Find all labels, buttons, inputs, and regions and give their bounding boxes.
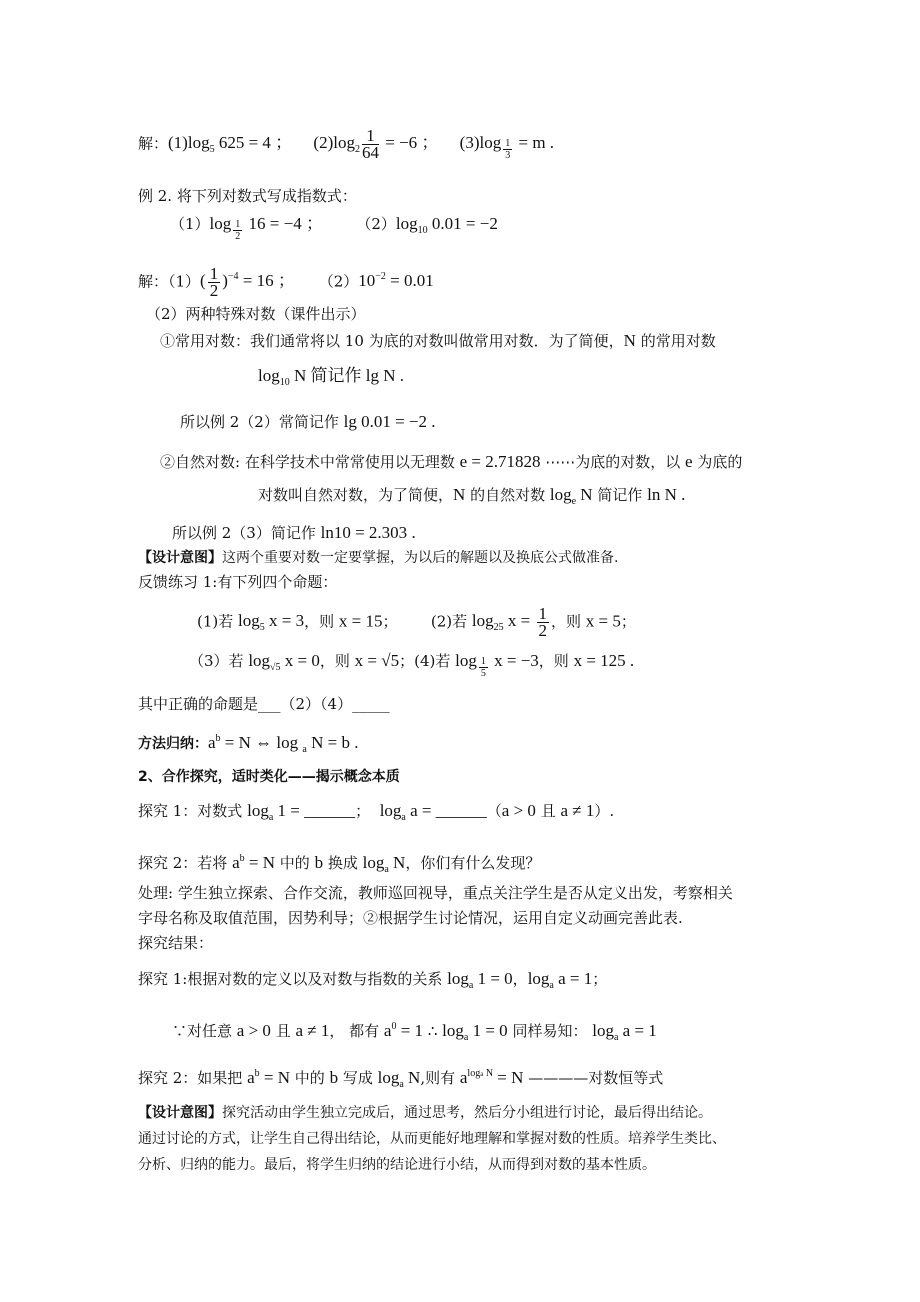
text: （3）若 bbox=[189, 652, 249, 670]
text: N bbox=[388, 853, 406, 872]
text: x = −3 bbox=[489, 651, 539, 670]
text: 对数叫自然对数，为了简便， bbox=[258, 486, 454, 504]
text: a bbox=[468, 980, 474, 991]
text: b bbox=[215, 733, 221, 744]
fraction: $\frac{1}{2}$ bbox=[538, 604, 547, 640]
text: ，则 bbox=[319, 652, 355, 670]
text: ，你们有什么发现？ bbox=[405, 854, 541, 872]
text: （2） bbox=[356, 215, 396, 233]
exercise-1-title: 反馈练习 1:有下列四个命题： bbox=[138, 573, 338, 591]
text: log bbox=[248, 651, 271, 670]
text: ln10 = 2.303 bbox=[320, 523, 408, 542]
explore-1-proof bbox=[172, 1016, 657, 1049]
text: log bbox=[209, 214, 232, 233]
text: log bbox=[238, 611, 260, 631]
text: 5 bbox=[259, 622, 265, 634]
text: N bbox=[483, 1068, 494, 1079]
explore-1-result bbox=[138, 968, 607, 997]
text: = 1 bbox=[396, 1021, 424, 1040]
text: 同样易知： bbox=[507, 1022, 593, 1040]
text: log bbox=[333, 133, 355, 153]
text: a bbox=[613, 1032, 619, 1043]
text: log bbox=[377, 1068, 400, 1087]
text: ，则 bbox=[304, 612, 339, 631]
text: a bbox=[268, 812, 274, 823]
example-2-solution bbox=[138, 266, 434, 299]
text: 625 = 4 ； bbox=[214, 133, 293, 153]
text: = −6 ； bbox=[380, 133, 439, 153]
text: 10 bbox=[279, 377, 290, 388]
text: √5 bbox=[270, 662, 281, 673]
text: 0 bbox=[391, 1021, 397, 1032]
text: 探究 1:根据对数的定义以及对数与指数的关系 bbox=[138, 970, 448, 988]
text: x = 125 bbox=[573, 651, 626, 670]
answer-blank: ___（2）（4）_____ bbox=[258, 695, 390, 713]
text: b bbox=[314, 853, 324, 872]
text: 方法归纳： bbox=[138, 736, 208, 752]
text: . bbox=[625, 651, 635, 670]
text: ；(4)若 bbox=[399, 652, 456, 670]
text: ⋯⋯为底的对数，以 bbox=[540, 453, 686, 471]
text: = N ⇔ log bbox=[220, 733, 303, 752]
text: （ bbox=[486, 802, 502, 820]
text: ，则 bbox=[551, 612, 586, 631]
text: log bbox=[247, 801, 269, 820]
text: 10 bbox=[358, 271, 376, 291]
text: 这两个重要对数一定要掌握，为以后的解题以及换底公式做准备. bbox=[222, 550, 619, 566]
text: a bbox=[480, 1070, 484, 1078]
text: x = 15 bbox=[338, 611, 383, 631]
text: ( bbox=[200, 271, 206, 291]
text: 5 bbox=[209, 144, 215, 156]
text: 探究活动由学生独立完成后，通过思考，然后分小组进行讨论，最后得出结论。 bbox=[222, 1105, 712, 1121]
text: 探究 1：对数式 bbox=[138, 802, 248, 820]
text: log bbox=[471, 611, 494, 631]
text: ∴ bbox=[423, 1022, 443, 1040]
text: 1 = 0 bbox=[473, 969, 513, 988]
text: N bbox=[403, 1068, 421, 1087]
text: = m . bbox=[514, 133, 555, 153]
text: ln N bbox=[647, 485, 677, 504]
text: ； bbox=[355, 802, 371, 820]
fraction: $\frac{1}{3}$ bbox=[505, 138, 511, 162]
text: log bbox=[455, 651, 477, 670]
text: ,则有 bbox=[420, 1069, 460, 1087]
text: a = ______ bbox=[405, 801, 487, 820]
solution-line-1 bbox=[138, 128, 554, 161]
text: 且 bbox=[270, 1022, 296, 1040]
common-log-example bbox=[180, 411, 436, 433]
text: a bbox=[383, 1021, 392, 1040]
fraction: $\frac{1}{2}$ bbox=[235, 219, 241, 242]
text: N 简记作 lg N . bbox=[289, 366, 405, 385]
text: (3) bbox=[459, 133, 480, 153]
text: ∵对任意 bbox=[172, 1022, 237, 1040]
text: . bbox=[407, 523, 416, 542]
text: −2 bbox=[375, 271, 386, 283]
text: ，则 bbox=[538, 652, 574, 670]
text: 简记作 bbox=[592, 486, 648, 504]
special-logs-heading: （2）两种特殊对数（课件出示） bbox=[146, 305, 366, 323]
text: = 16 ； bbox=[238, 271, 295, 291]
design-intent-2-line-2: 通过讨论的方式，让学生自己得出结论，从而更能好地理解和掌握对数的性质。培养学生类比、 bbox=[138, 1131, 726, 1147]
text: 16 = −4 ； bbox=[244, 214, 323, 233]
text: 探究 2：若将 bbox=[138, 854, 233, 872]
text: = N bbox=[259, 1068, 291, 1087]
text: a bbox=[463, 1032, 469, 1043]
natural-log-notation bbox=[258, 484, 685, 513]
text: . bbox=[676, 485, 686, 504]
text: x = bbox=[503, 611, 535, 631]
explore-2-result bbox=[138, 1063, 663, 1096]
text: N = b . bbox=[306, 733, 359, 752]
text: x = √5 bbox=[354, 651, 400, 670]
processing-line-1: 处理: 学生独立探索、合作交流，教师巡回视导，重点关注学生是否从定义出发，考察相关 bbox=[138, 884, 733, 902]
text: −4 bbox=[227, 271, 239, 283]
text: （2） bbox=[318, 272, 359, 291]
text: 解：（1） bbox=[138, 272, 201, 291]
text: = N bbox=[244, 853, 276, 872]
text: ； bbox=[592, 970, 608, 988]
natural-log-example bbox=[172, 522, 416, 544]
text: x = 0 bbox=[280, 651, 320, 670]
text: log bbox=[258, 366, 280, 385]
text: lg 0.01 = −2 bbox=[343, 412, 428, 431]
text: 且 bbox=[535, 802, 561, 820]
text: a > 0 bbox=[501, 801, 536, 820]
explore-2-question bbox=[138, 848, 540, 881]
text: ①常用对数：我们通常将以 10 为底的对数叫做常用对数．为了简便， bbox=[160, 332, 624, 350]
text: 1 = ______ bbox=[273, 801, 356, 820]
text: log bbox=[362, 853, 385, 872]
text: 所以例 2（2）常简记作 bbox=[180, 413, 344, 431]
text: 解： bbox=[138, 134, 169, 153]
text: 的自然对数 bbox=[465, 486, 550, 504]
exercise-1-props-1-2 bbox=[197, 606, 636, 639]
text: 1 = 0 bbox=[468, 1021, 508, 1040]
text: (2) bbox=[313, 133, 334, 153]
text: log bbox=[379, 801, 402, 820]
text: 中的 bbox=[275, 854, 315, 872]
text: b bbox=[254, 1068, 260, 1079]
common-log-def bbox=[160, 330, 716, 352]
text: a bbox=[401, 812, 406, 823]
text: a ≠ 1 bbox=[295, 1021, 330, 1040]
text: a bbox=[232, 853, 240, 872]
design-intent-2 bbox=[138, 1102, 712, 1124]
fraction: $\frac{1}{2}$ bbox=[209, 264, 219, 300]
text: 【设计意图】 bbox=[138, 1105, 222, 1121]
explore-results-title: 探究结果： bbox=[138, 934, 214, 952]
text: log bbox=[447, 969, 469, 988]
text: 2 bbox=[354, 144, 360, 156]
common-log-notation bbox=[258, 365, 404, 394]
example-2-title: 例 2. 将下列对数式写成指数式： bbox=[138, 187, 357, 205]
text: 写成 bbox=[338, 1069, 378, 1087]
text: N bbox=[453, 485, 466, 504]
text: a bbox=[247, 1068, 255, 1087]
section-2-heading: 2、合作探究，适时类化——揭示概念本质 bbox=[138, 769, 400, 785]
text: (1) bbox=[168, 133, 188, 153]
text: e bbox=[685, 452, 693, 471]
text: a bbox=[208, 733, 216, 752]
text: b bbox=[329, 1068, 339, 1087]
text: log bbox=[549, 485, 572, 504]
text: N bbox=[576, 485, 593, 504]
text: 10 bbox=[417, 225, 428, 236]
text: 【设计意图】 bbox=[138, 550, 222, 566]
text: 的常用对数 bbox=[635, 332, 716, 350]
text: log bbox=[527, 969, 550, 988]
text: 中的 bbox=[290, 1069, 330, 1087]
text: (1)若 bbox=[197, 612, 239, 631]
text: e bbox=[571, 496, 577, 507]
text: b bbox=[239, 853, 245, 864]
example-2-problems bbox=[170, 213, 498, 242]
text: a = 1 bbox=[553, 969, 593, 988]
text: a ≠ 1 bbox=[560, 801, 595, 820]
text: = N bbox=[493, 1068, 524, 1087]
design-intent-2-line-3: 分析、归纳的能力。最后，将学生归纳的结论进行小结，从而得到对数的基本性质。 bbox=[138, 1157, 656, 1173]
fraction: $\frac{1}{5}$ bbox=[480, 656, 486, 679]
text: log bbox=[442, 1021, 464, 1040]
text: a > 0 bbox=[236, 1021, 271, 1040]
text: ②自然对数: 在科学技术中常常使用以无理数 bbox=[160, 453, 460, 471]
exercise-1-answer bbox=[138, 693, 390, 715]
text: a bbox=[384, 864, 389, 875]
design-intent-1 bbox=[138, 547, 618, 569]
method-summary bbox=[138, 728, 358, 761]
text: log bbox=[592, 1021, 614, 1040]
text: 探究 2：如果把 bbox=[138, 1069, 248, 1087]
text: x = 5 bbox=[585, 611, 621, 631]
text: e = 2.71828 bbox=[459, 452, 541, 471]
text: ， 都有 bbox=[329, 1022, 384, 1040]
natural-log-def bbox=[160, 451, 742, 473]
text: ； bbox=[620, 612, 636, 631]
explore-1-question bbox=[138, 800, 614, 829]
text: . bbox=[427, 412, 436, 431]
text: a bbox=[302, 744, 307, 755]
text: = 0.01 bbox=[385, 271, 434, 291]
processing-line-2: 字母名称及取值范围，因势利导；②根据学生讨论情况，运用自定义动画完善此表. bbox=[138, 909, 683, 927]
text: N bbox=[623, 331, 636, 350]
text: (2)若 bbox=[430, 612, 472, 631]
text: log bbox=[395, 214, 418, 233]
text: ) bbox=[222, 271, 228, 291]
text: a bbox=[549, 980, 554, 991]
text: 25 bbox=[493, 622, 504, 634]
text: ， bbox=[512, 970, 528, 988]
text: x = 3 bbox=[264, 611, 305, 631]
text: a bbox=[399, 1079, 404, 1090]
text: log bbox=[479, 133, 502, 153]
text: （1） bbox=[170, 215, 210, 233]
exercise-1-props-3-4 bbox=[189, 650, 634, 679]
text: log bbox=[467, 1068, 481, 1079]
text: a = 1 bbox=[618, 1021, 657, 1040]
text: 换成 bbox=[323, 854, 363, 872]
text: ————对数恒等式 bbox=[523, 1069, 664, 1087]
text: log bbox=[187, 133, 210, 153]
text: a bbox=[459, 1068, 468, 1087]
text: 为底的 bbox=[692, 453, 743, 471]
text: 0.01 = −2 bbox=[427, 214, 498, 233]
text: ； bbox=[382, 612, 398, 631]
fraction: $\frac{1}{64}$ bbox=[361, 126, 379, 162]
text: 其中正确的命题是 bbox=[138, 695, 259, 713]
text: 所以例 2（3）简记作 bbox=[172, 524, 321, 542]
text: ）. bbox=[594, 802, 615, 820]
